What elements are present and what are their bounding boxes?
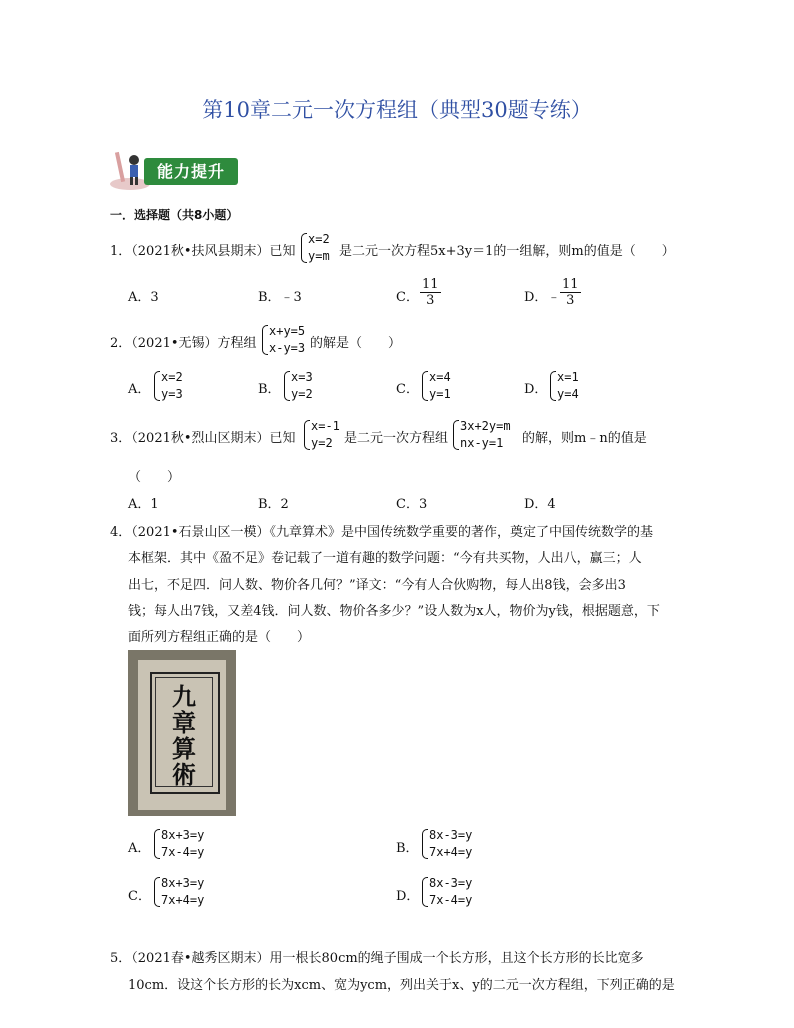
system-line: 7x+4=y	[161, 893, 205, 907]
q4-line: 面所列方程组正确的是（ ）	[128, 630, 311, 645]
q2-option-c-system	[422, 369, 451, 403]
q2-option-a[interactable]: A．	[128, 382, 151, 397]
system-line: x=1	[557, 370, 579, 384]
q1-option-c[interactable]: C．	[396, 290, 419, 305]
q3-option-b[interactable]: B．2	[258, 497, 289, 512]
q3-answer-paren: （ ）	[128, 470, 181, 485]
ability-banner	[108, 148, 240, 192]
system-line: 8x-3=y	[429, 828, 473, 842]
q1-option-c-fraction	[420, 277, 441, 308]
system-line: 7x+4=y	[429, 845, 473, 859]
system-line: y=4	[557, 387, 579, 401]
q3-system	[304, 418, 340, 452]
q1-system-line: x=2	[308, 232, 330, 246]
q3-system-line: x=-1	[311, 419, 340, 433]
system-line: x=3	[291, 370, 313, 384]
q2-suffix: 的解是（ ）	[310, 336, 402, 351]
q2-option-d[interactable]: D．	[524, 382, 548, 397]
q3-system2-line: nx-y=1	[460, 436, 504, 450]
system-line: y=1	[429, 387, 451, 401]
q2-prefix: 2．（2021•无锡）方程组	[110, 336, 257, 351]
q1-option-a[interactable]: A．3	[128, 290, 159, 305]
q1-option-d-fraction	[560, 277, 581, 308]
q5-line: 10cm．设这个长方形的长为xcm、宽为ycm，列出关于x、y的二元一次方程组，下列正确的是	[128, 978, 675, 993]
q4-option-b-system	[422, 827, 472, 861]
q3-middle: 是二元一次方程组	[344, 431, 449, 446]
fraction-denominator: 3	[566, 293, 575, 308]
q2-system	[262, 323, 305, 357]
q3-system2	[453, 418, 511, 452]
q4-line: 本框架．其中《盈不足》卷记载了一道有趣的数学问题：“今有共买物，人出八，赢三；人	[128, 551, 642, 566]
system-line: 8x+3=y	[161, 828, 205, 842]
q2-option-a-system	[154, 369, 183, 403]
section-heading: 一．选择题（共8小题）	[110, 208, 239, 222]
fraction-numerator: 11	[562, 277, 579, 292]
book-cover-image	[128, 650, 236, 816]
q4-line: 钱；每人出7钱，又差4钱．问人数、物价各多少？”设人数为x人，物价为y钱，根据题意，下	[128, 604, 660, 619]
q4-option-c[interactable]: C．	[128, 889, 151, 904]
system-line: x=4	[429, 370, 451, 384]
system-line: 8x+3=y	[161, 876, 205, 890]
q1-option-d[interactable]: D．﹣	[524, 290, 561, 305]
q2-system-line: x-y=3	[269, 341, 306, 355]
q4-option-d-system	[422, 875, 472, 909]
q1-option-b[interactable]: B．﹣3	[258, 290, 302, 305]
q1-system-line: y=m	[308, 249, 330, 263]
q4-option-b[interactable]: B．	[396, 841, 419, 856]
q3-prefix: 3．（2021秋•烈山区期末）已知	[110, 431, 296, 446]
q1-suffix: 是二元一次方程5x+3y＝1的一组解，则m的值是（ ）	[339, 244, 675, 259]
system-line: 7x-4=y	[161, 845, 205, 859]
q3-system-line: y=2	[311, 436, 333, 450]
q2-option-b-system	[284, 369, 313, 403]
fraction-denominator: 3	[426, 293, 435, 308]
q1-prefix: 1．（2021秋•扶风县期末）已知	[110, 244, 296, 259]
q4-option-d[interactable]: D．	[396, 889, 420, 904]
q2-option-d-system	[550, 369, 579, 403]
q2-option-b[interactable]: B．	[258, 382, 281, 397]
q2-option-c[interactable]: C．	[396, 382, 419, 397]
ability-banner-label: 能力提升	[144, 158, 238, 185]
book-title-text: 九章算術	[172, 682, 196, 789]
system-line: y=3	[161, 387, 183, 401]
q1-system	[301, 231, 330, 265]
q3-option-d[interactable]: D．4	[524, 497, 556, 512]
q4-option-a-system	[154, 827, 204, 861]
q4-option-c-system	[154, 875, 204, 909]
q3-option-a[interactable]: A．1	[128, 497, 159, 512]
page-title: 第10章二元一次方程组（典型30题专练）	[202, 98, 592, 122]
q4-line: 出七，不足四．问人数、物价各几何？”译文：“今有人合伙购物，每人出8钱，会多出3	[128, 578, 626, 593]
q3-system2-line: 3x+2y=m	[460, 419, 511, 433]
q3-option-c[interactable]: C．3	[396, 497, 428, 512]
fraction-numerator: 11	[422, 277, 439, 292]
q4-line: 4．（2021•石景山区一模）《九章算术》是中国传统数学重要的著作，奠定了中国传统数学的基	[110, 525, 654, 540]
q4-option-a[interactable]: A．	[128, 841, 151, 856]
q5-line: 5．（2021春•越秀区期末）用一根长80cm的绳子围成一个长方形，且这个长方形的长比宽多	[110, 951, 644, 966]
system-line: x=2	[161, 370, 183, 384]
q3-suffix: 的解，则m﹣n的值是	[522, 431, 647, 446]
system-line: y=2	[291, 387, 313, 401]
system-line: 8x-3=y	[429, 876, 473, 890]
q2-system-line: x+y=5	[269, 324, 306, 338]
system-line: 7x-4=y	[429, 893, 473, 907]
